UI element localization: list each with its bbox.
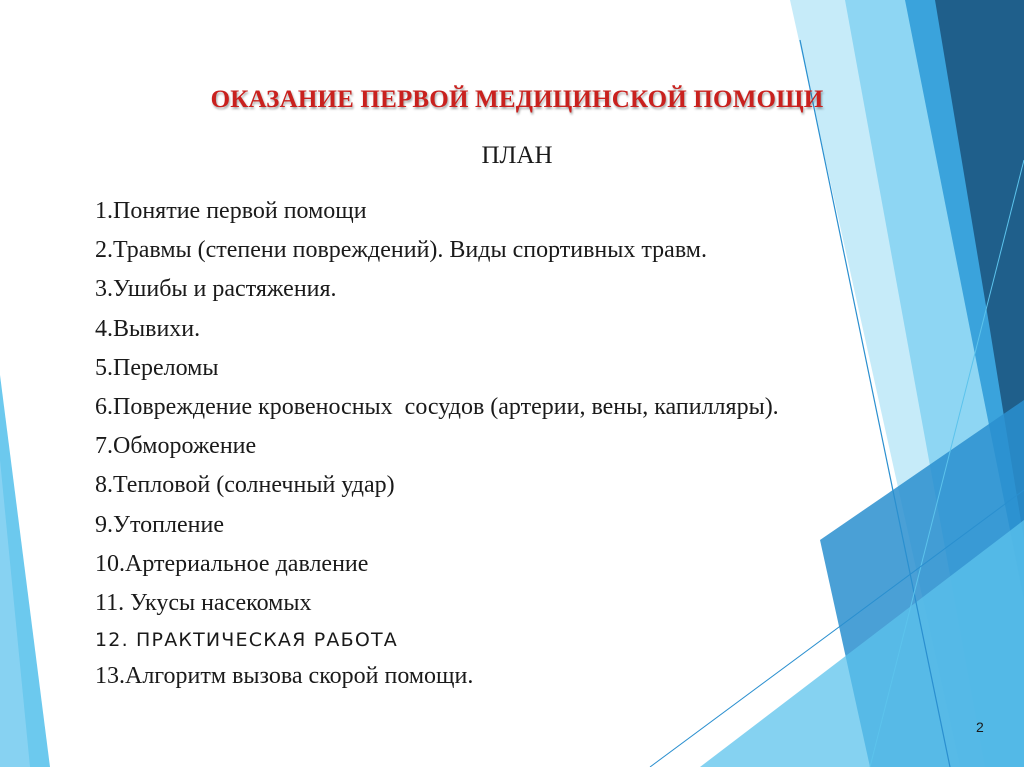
- page-number: 2: [976, 719, 984, 735]
- plan-item: 5.Переломы: [95, 354, 219, 381]
- plan-item: 8.Тепловой (солнечный удар): [95, 472, 395, 499]
- plan-item: 1.Понятие первой помощи: [95, 198, 367, 224]
- plan-item: 4.Вывихи.: [95, 315, 201, 342]
- plan-item: 10.Артериальное давление: [95, 550, 369, 577]
- plan-item: 9.Утопление: [95, 511, 224, 538]
- plan-item: 3.Ушибы и растяжения.: [95, 276, 337, 303]
- plan-item: 12. ПРАКТИЧЕСКАЯ РАБОТА: [95, 629, 398, 652]
- slide-subtitle: ПЛАН: [481, 142, 553, 169]
- plan-item: 7.Обморожение: [95, 433, 257, 460]
- plan-item: 6.Повреждение кровеносных сосудов (артерии, вены, капилляры).: [95, 393, 779, 420]
- plan-item: 2.Травмы (степени повреждений). Виды спортивных травм.: [95, 237, 707, 264]
- plan-item: 11. Укусы насекомых: [95, 589, 312, 616]
- plan-list: [95, 192, 895, 696]
- slide-title: ОКАЗАНИЕ ПЕРВОЙ МЕДИЦИНСКОЙ ПОМОЩИ: [210, 86, 824, 113]
- plan-item: 13.Алгоритм вызова скорой помощи.: [95, 663, 474, 690]
